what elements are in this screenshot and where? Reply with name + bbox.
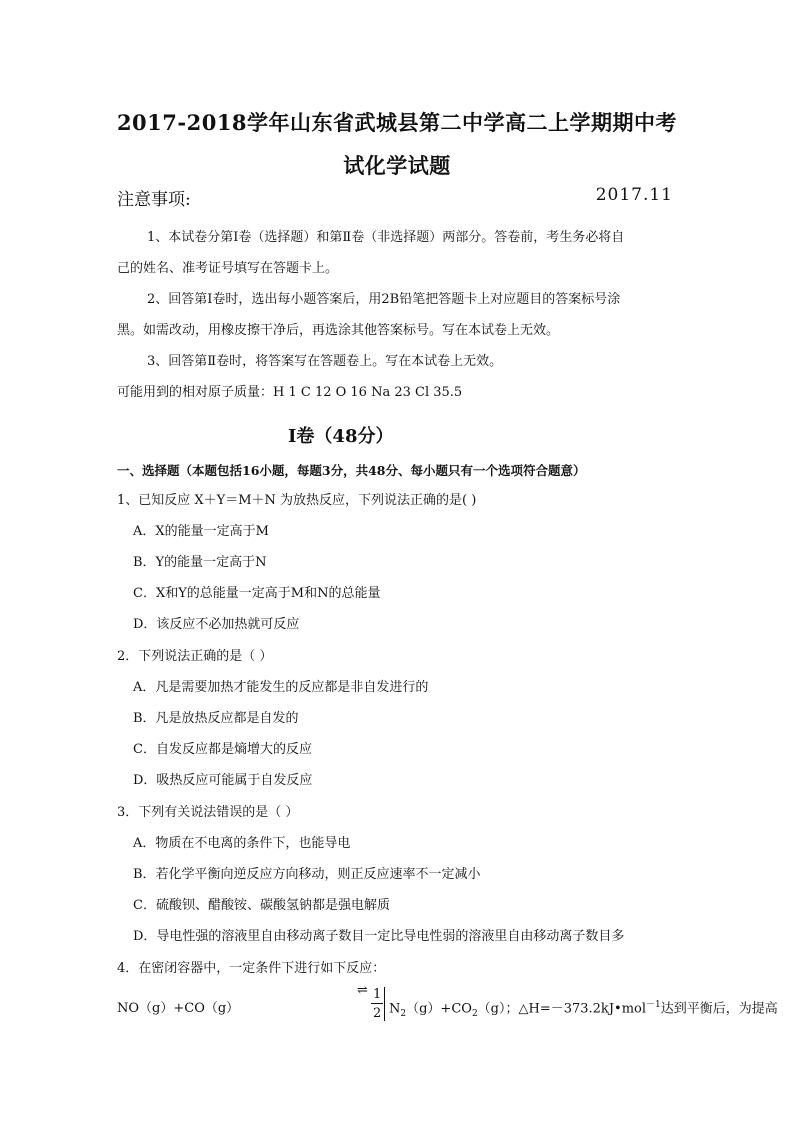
chemical-equation xyxy=(117,983,778,1035)
question-2-stem: 2．下列说法正确的是（ ） xyxy=(117,649,273,664)
notice-item-3: 3、回答第Ⅱ卷时，将答案写在答题卷上。写在本试卷上无效。 xyxy=(147,354,503,369)
equilibrium-arrow-icon: ⇌ xyxy=(357,983,368,998)
question-3-option-b: B．若化学平衡向逆反应方向移动，则正反应速率不一定减小 xyxy=(133,867,481,882)
question-4-stem: 4．在密闭容器中，一定条件下进行如下反应： xyxy=(117,961,386,976)
atomic-masses: 可能用到的相对原子质量：H 1 C 12 O 16 Na 23 Cl 35.5 xyxy=(117,385,463,400)
fraction-divider xyxy=(384,987,385,1021)
question-2-option-b: B．凡是放热反应都是自发的 xyxy=(133,711,299,726)
question-3-option-a: A．物质在不电离的条件下，也能导电 xyxy=(133,836,351,851)
question-1-option-d: D．该反应不必加热就可反应 xyxy=(133,617,300,632)
exam-title-line2: 试化学试题 xyxy=(343,153,451,178)
question-3-option-c: C．硫酸钡、醋酸铵、碳酸氢钠都是强电解质 xyxy=(133,898,390,913)
question-3-stem: 3．下列有关说法错误的是（ ） xyxy=(117,805,299,820)
fraction-numerator: 1 xyxy=(373,987,382,1002)
exam-title-line1: 2017-2018学年山东省武城县第二中学高二上学期期中考 xyxy=(116,110,678,135)
question-1-option-c: C．X和Y的总能量一定高于M和N的总能量 xyxy=(133,586,381,601)
question-1-option-a: A．X的能量一定高于M xyxy=(133,524,269,539)
question-2-option-a: A．凡是需要加热才能发生的反应都是非自发进行的 xyxy=(133,680,429,695)
fraction-denominator: 2 xyxy=(373,1006,382,1021)
section-title: Ⅰ卷（48分） xyxy=(288,426,394,447)
question-1-stem: 1、已知反应 X＋Y＝M＋N 为放热反应，下列说法正确的是( ) xyxy=(117,493,477,508)
notice-item-1b: 己的姓名、准考证号填写在答题卡上。 xyxy=(117,261,339,276)
notice-item-2a: 2、回答第Ⅰ卷时，选出每小题答案后，用2B铅笔把答题卡上对应题目的答案标号涂 xyxy=(147,292,621,307)
equation-products: $N_2(g)+CO_2(g)$；△H=－373.2kJ•mol$^{-1}$达到平衡后，为提高 xyxy=(389,1000,778,1019)
exam-date: 2017.11 xyxy=(595,185,673,205)
fraction-bar xyxy=(371,1003,383,1004)
question-1-option-b: B．Y的能量一定高于N xyxy=(133,555,267,570)
question-3-option-d: D．导电性强的溶液里自由移动离子数目一定比导电性弱的溶液里自由移动离子数目多 xyxy=(133,929,625,944)
notice-item-2b: 黑。如需改动，用橡皮擦干净后，再选涂其他答案标号。写在本试卷上无效。 xyxy=(117,323,560,338)
notice-header xyxy=(117,185,677,210)
question-2-option-c: C．自发反应都是熵增大的反应 xyxy=(133,742,312,757)
notice-item-1a: 1、本试卷分第Ⅰ卷（选择题）和第Ⅱ卷（非选择题）两部分。答卷前，考生务必将自 xyxy=(147,230,625,245)
equation-reactants: NO（g）+CO（g） xyxy=(117,1001,240,1016)
question-2-option-d: D．吸热反应可能属于自发反应 xyxy=(133,773,313,788)
notice-label: 注意事项: xyxy=(117,190,191,210)
section-description: 一、选择题（本题包括16小题，每题3分，共48分、每小题只有一个选项符合题意） xyxy=(117,463,586,478)
